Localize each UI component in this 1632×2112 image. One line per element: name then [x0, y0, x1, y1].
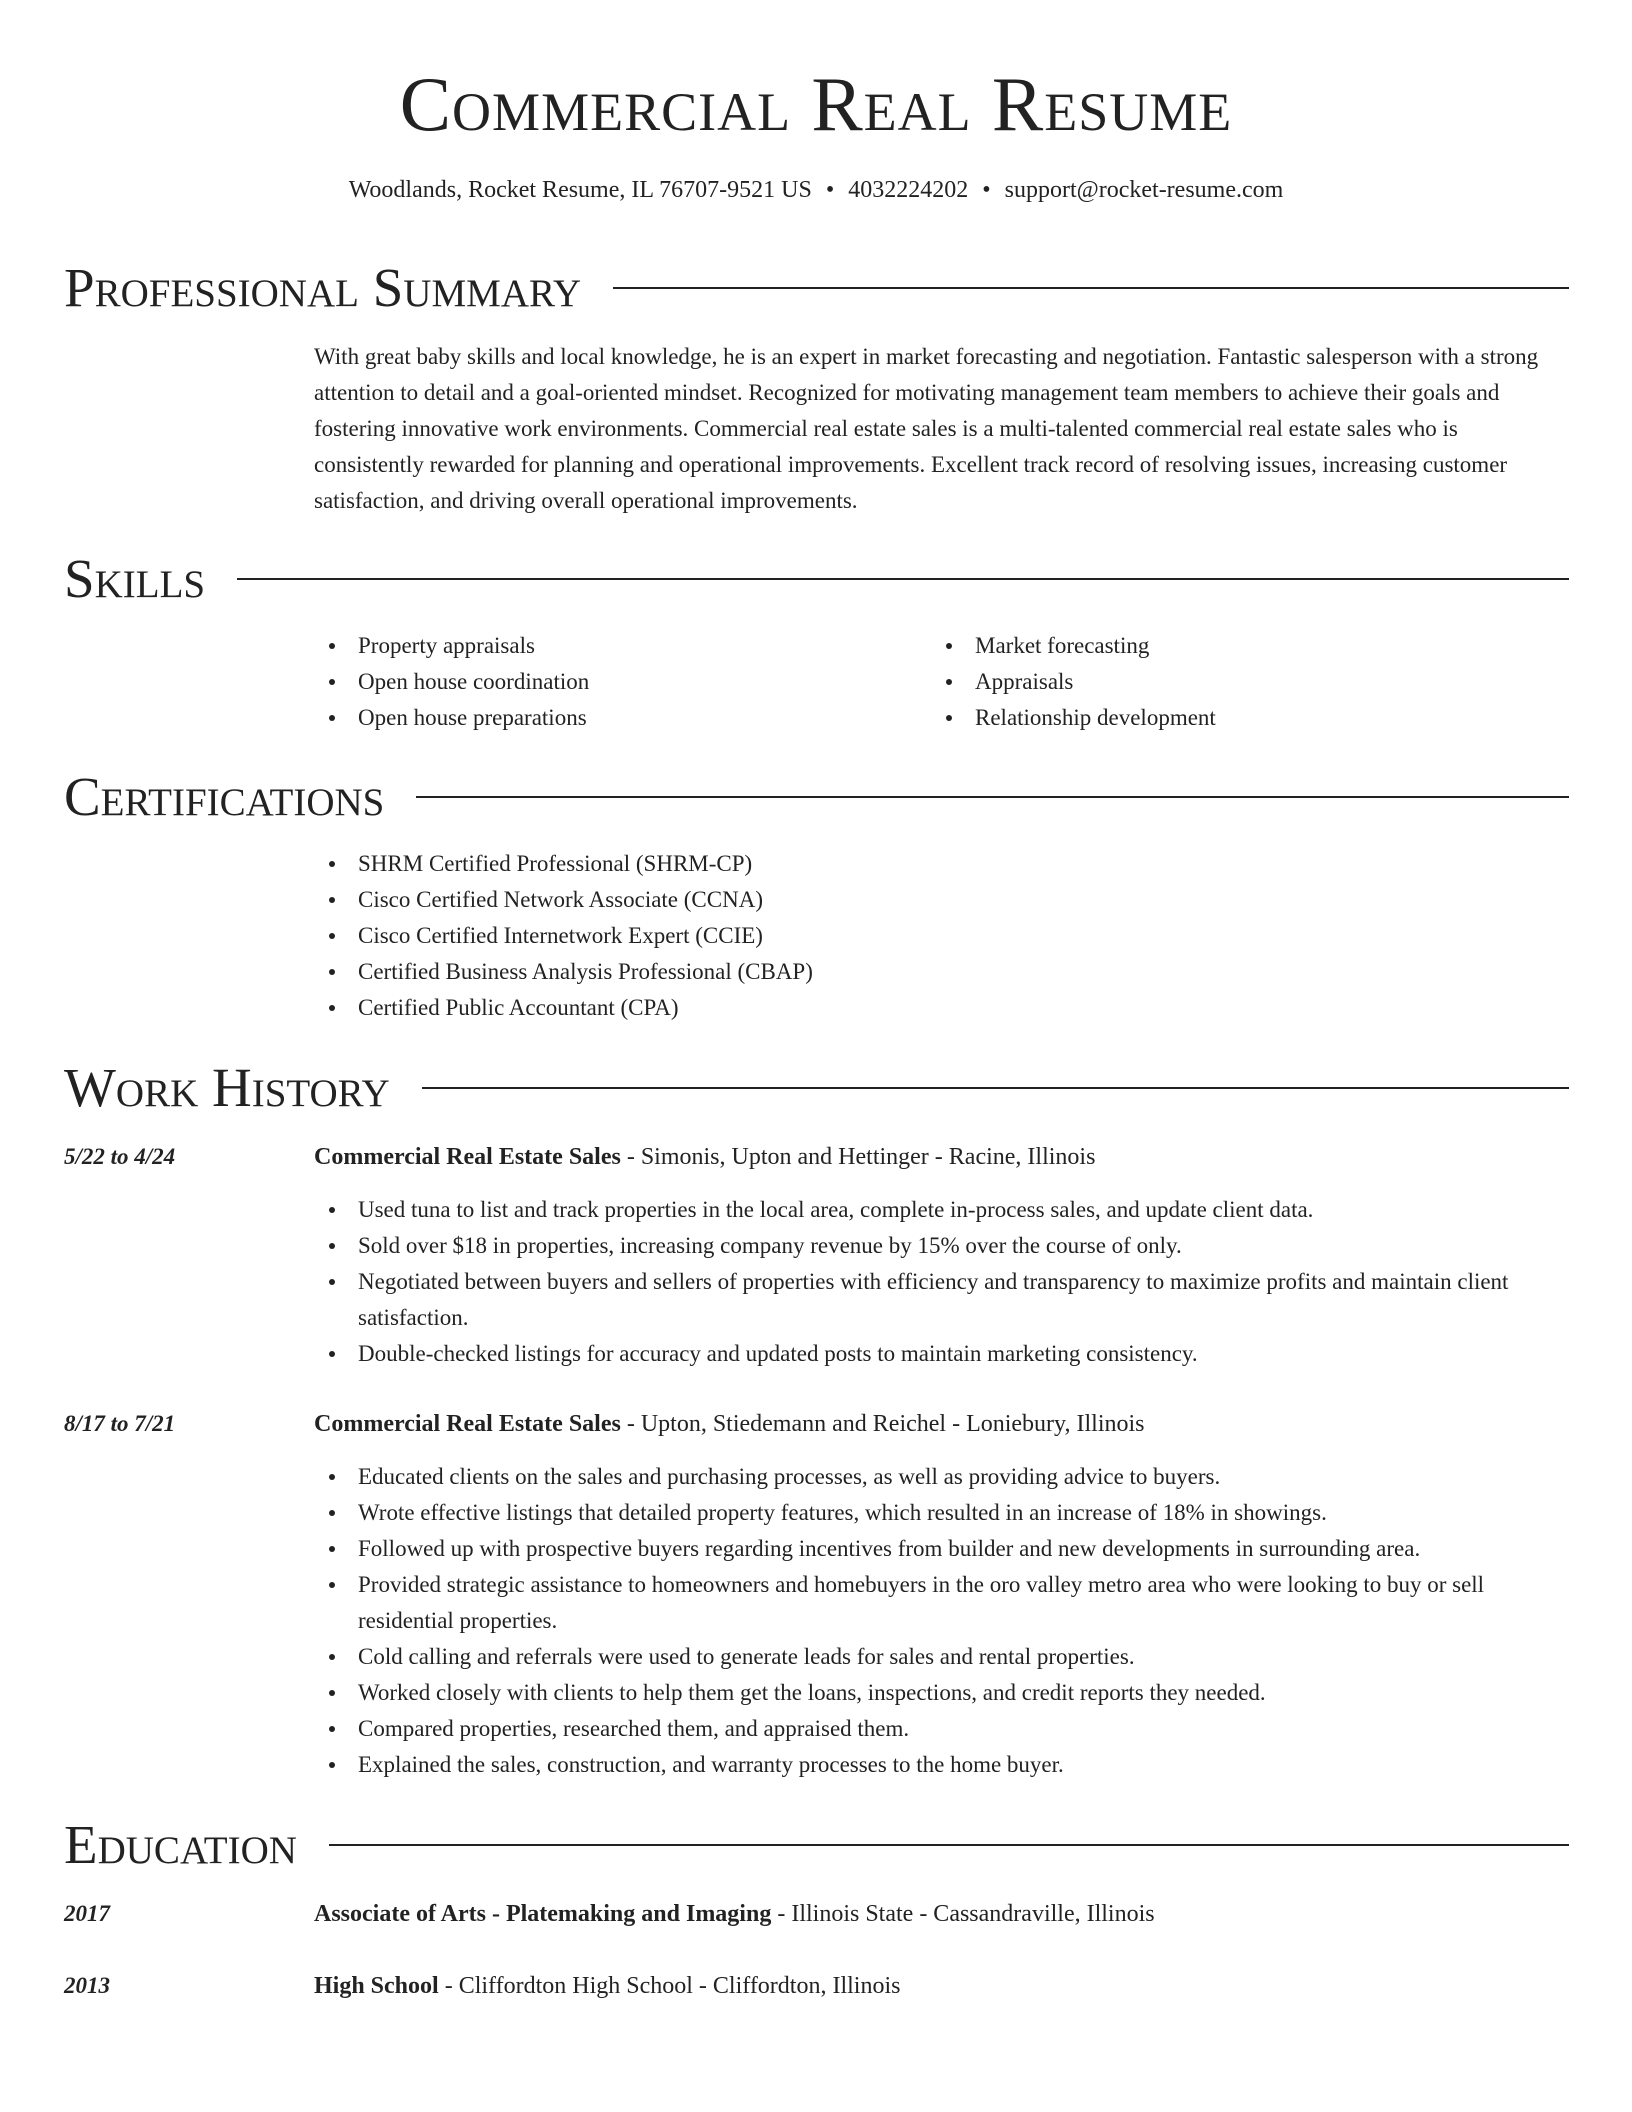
education-school: - Cliffordton High School - Cliffordton, Illinois	[438, 1973, 901, 1999]
job-heading	[314, 1139, 1095, 1175]
certification-item: Cisco Certified Network Associate (CCNA)	[314, 882, 813, 918]
job-bullet: Wrote effective listings that detailed property features, which resulted in an increase of 18% in showings.	[314, 1495, 1570, 1531]
job-employer: - Upton, Stiedemann and Reichel - Loniebury, Illinois	[620, 1411, 1145, 1437]
section-skills-header	[64, 549, 1569, 609]
contact-email: support@rocket-resume.com	[1004, 177, 1284, 203]
education-year: 2013	[64, 1973, 110, 1998]
job-bullet: Double-checked listings for accuracy and updated posts to maintain marketing consistency.	[314, 1336, 1570, 1372]
job-bullets	[314, 1459, 1570, 1783]
education-year: 2017	[64, 1901, 110, 1926]
job-dates: 5/22 to 4/24	[64, 1144, 176, 1169]
job-bullet: Explained the sales, construction, and warranty processes to the home buyer.	[314, 1747, 1570, 1783]
section-divider	[613, 287, 1569, 289]
certification-item: Certified Public Accountant (CPA)	[314, 990, 813, 1026]
job-heading	[314, 1406, 1145, 1442]
job-bullet: Educated clients on the sales and purchasing processes, as well as providing advice to buyers.	[314, 1459, 1570, 1495]
job-bullets	[314, 1192, 1570, 1372]
certification-item: Certified Business Analysis Professional (CBAP)	[314, 954, 813, 990]
section-work-header	[64, 1058, 1569, 1118]
job-bullet: Compared properties, researched them, and appraised them.	[314, 1711, 1570, 1747]
skill-item: Market forecasting	[931, 628, 1216, 664]
section-education-header	[64, 1815, 1569, 1875]
certification-item: SHRM Certified Professional (SHRM-CP)	[314, 846, 813, 882]
job-employer: - Simonis, Upton and Hettinger - Racine, Illinois	[620, 1144, 1096, 1170]
job-role: Commercial Real Estate Sales	[314, 1144, 621, 1170]
certifications-list	[314, 846, 813, 1026]
section-divider	[329, 1844, 1569, 1846]
job-bullet: Used tuna to list and track properties in the local area, complete in-process sales, and update client data.	[314, 1192, 1570, 1228]
section-summary-header	[64, 258, 1569, 318]
skills-list-right	[931, 628, 1216, 736]
education-degree: Associate of Arts - Platemaking and Imaging	[314, 1901, 772, 1927]
skill-item: Appraisals	[931, 664, 1216, 700]
section-title: Work History	[64, 1057, 390, 1118]
contact-phone: 4032224202	[848, 177, 969, 203]
skill-item: Open house coordination	[314, 664, 589, 700]
skill-item: Property appraisals	[314, 628, 589, 664]
section-title: Professional Summary	[64, 257, 582, 318]
section-title: Education	[64, 1814, 297, 1875]
section-title: Skills	[64, 548, 206, 609]
job-dates: 8/17 to 7/21	[64, 1411, 176, 1436]
contact-address: Woodlands, Rocket Resume, IL 76707-9521 US	[348, 177, 812, 203]
education-degree: High School	[314, 1973, 439, 1999]
certification-item: Cisco Certified Internetwork Expert (CCIE)	[314, 918, 813, 954]
skills-list-left	[314, 628, 589, 736]
education-entry	[314, 1968, 900, 2004]
skill-item: Open house preparations	[314, 700, 589, 736]
section-divider	[416, 796, 1569, 798]
section-certifications-header	[64, 767, 1569, 827]
job-bullet: Negotiated between buyers and sellers of properties with efficiency and transparency to maximize profits and maintain client satisfaction.	[314, 1264, 1570, 1336]
education-school: - Illinois State - Cassandraville, Illinois	[771, 1901, 1155, 1927]
job-bullet: Provided strategic assistance to homeowners and homebuyers in the oro valley metro area who were looking to buy or sell residential properties.	[314, 1567, 1570, 1639]
skill-item: Relationship development	[931, 700, 1216, 736]
contact-separator: •	[982, 177, 991, 203]
section-divider	[422, 1087, 1569, 1089]
job-bullet: Worked closely with clients to help them get the loans, inspections, and credit reports they needed.	[314, 1675, 1570, 1711]
summary-text: With great baby skills and local knowledge, he is an expert in market forecasting and negotiation. Fantastic salesperson with a strong attention to detail and a goal-oriented mindset. Recognized for motivating management team members to achieve their goals and fostering innovative work environments. Commercial real estate sales is a multi-talented commercial real estate sales who is consistently rewarded for planning and operational improvements. Excellent track record of resolving issues, increasing customer satisfaction, and driving overall operational improvements.	[314, 344, 1539, 513]
education-entry	[314, 1896, 1155, 1932]
job-bullet: Sold over $18 in properties, increasing company revenue by 15% over the course of only.	[314, 1228, 1570, 1264]
contact-line	[0, 173, 1632, 207]
contact-separator: •	[825, 177, 835, 203]
job-bullet: Followed up with prospective buyers regarding incentives from builder and new developments in surrounding area.	[314, 1531, 1570, 1567]
job-role: Commercial Real Estate Sales	[314, 1411, 621, 1437]
resume-name: Commercial Real Resume	[399, 61, 1233, 147]
section-divider	[237, 578, 1569, 580]
job-bullet: Cold calling and referrals were used to generate leads for sales and rental properties.	[314, 1639, 1570, 1675]
section-title: Certifications	[64, 766, 385, 827]
